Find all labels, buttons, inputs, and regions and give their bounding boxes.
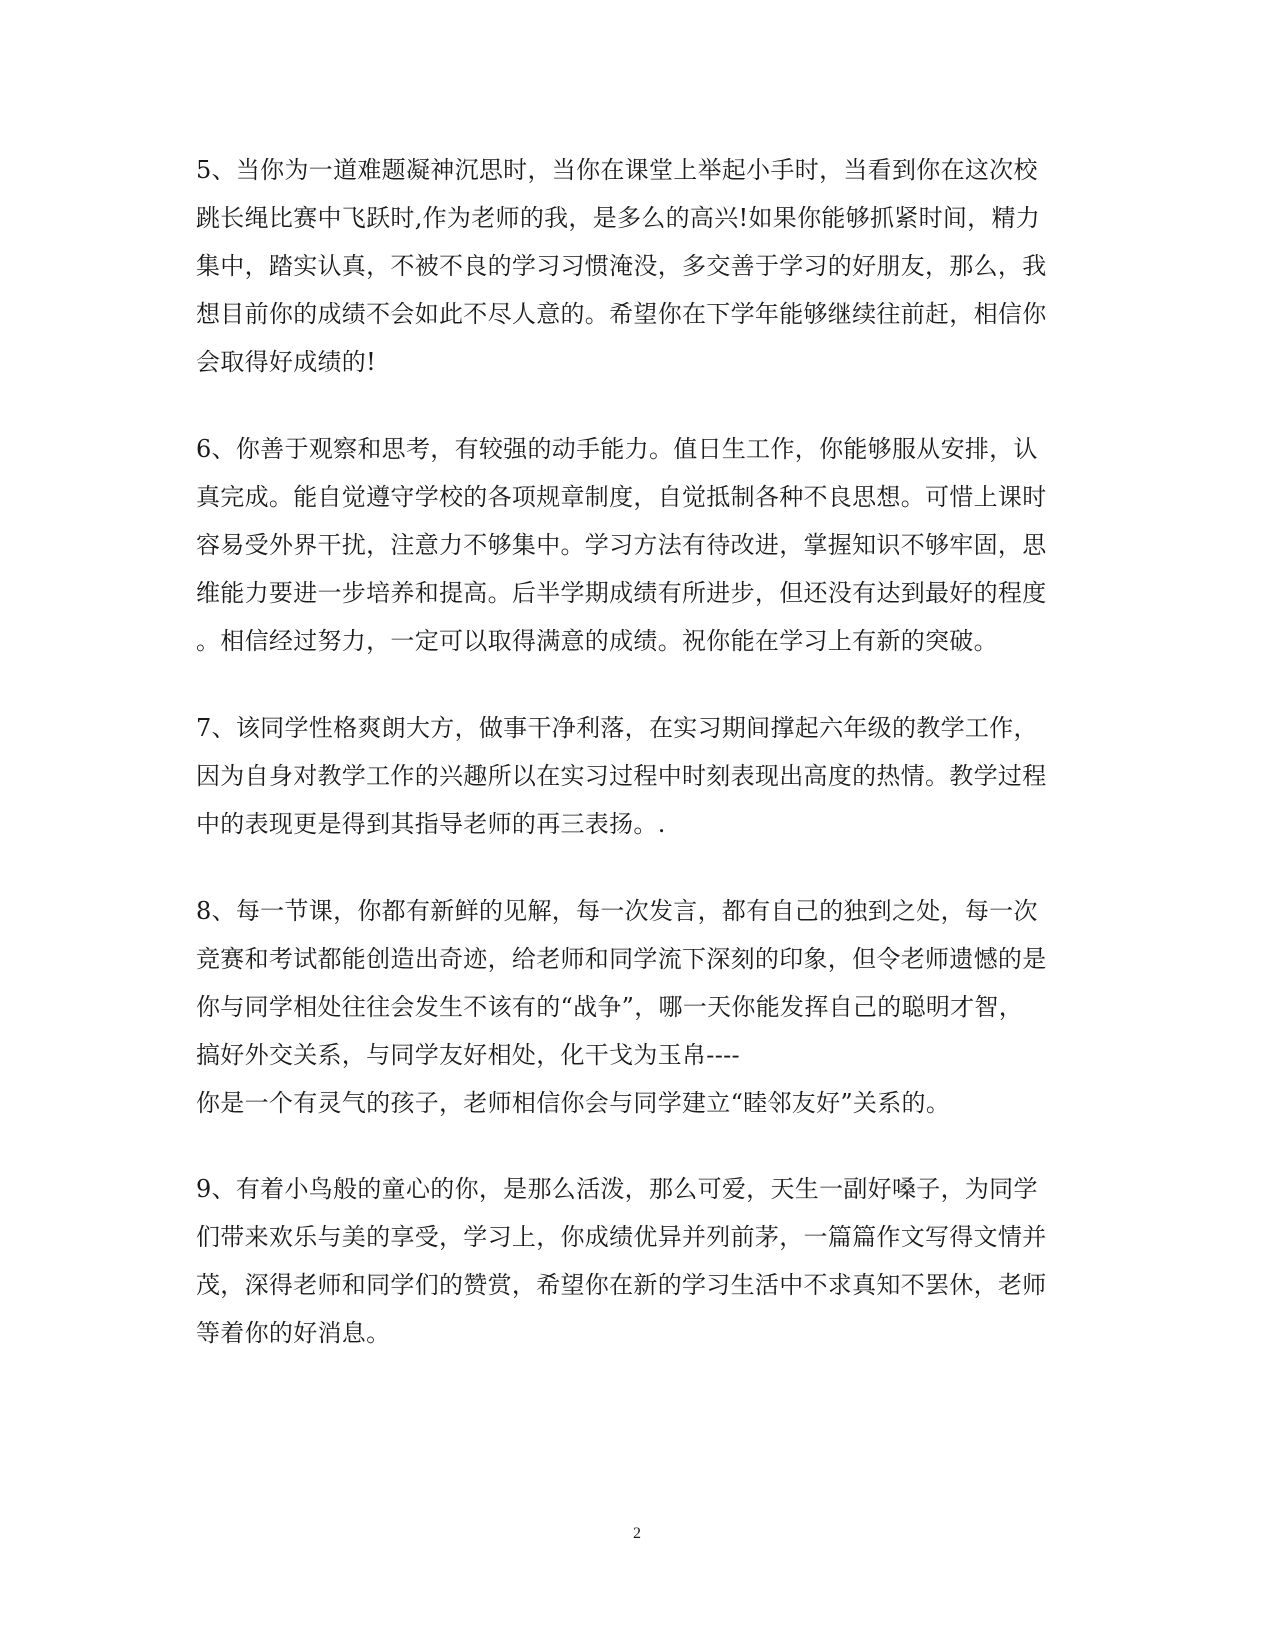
text-line: 中的表现更是得到其指导老师的再三表扬。. bbox=[196, 810, 666, 838]
text-line: 你与同学相处往往会发生不该有的“战争”，哪一天你能发挥自己的聪明才智， bbox=[196, 993, 1024, 1021]
text-line: 集中，踏实认真，不被不良的学习习惯淹没，多交善于学习的好朋友，那么，我 bbox=[196, 252, 1047, 280]
comment-entry-8 bbox=[196, 887, 1076, 1127]
comment-entry-7 bbox=[196, 704, 1076, 848]
comment-entry-9 bbox=[196, 1165, 1076, 1357]
text-line: 7、该同学性格爽朗大方，做事干净利落，在实习期间撑起六年级的教学工作， bbox=[196, 714, 1038, 742]
text-line: 竞赛和考试都能创造出奇迹，给老师和同学流下深刻的印象，但令老师遗憾的是 bbox=[196, 945, 1047, 973]
page-number: 2 bbox=[633, 1525, 641, 1542]
text-line: 6、你善于观察和思考，有较强的动手能力。值日生工作，你能够服从安排，认 bbox=[196, 435, 1038, 463]
comment-entry-5 bbox=[196, 146, 1076, 386]
text-line: 5、当你为一道难题凝神沉思时，当你在课堂上举起小手时，当看到你在这次校 bbox=[196, 156, 1038, 184]
text-line: 维能力要进一步培养和提高。后半学期成绩有所进步，但还没有达到最好的程度 bbox=[196, 579, 1047, 607]
text-line: 们带来欢乐与美的享受，学习上，你成绩优异并列前茅，一篇篇作文写得文情并 bbox=[196, 1223, 1047, 1251]
text-line: 等着你的好消息。 bbox=[196, 1319, 391, 1347]
text-line: 跳长绳比赛中飞跃时,作为老师的我，是多么的高兴!如果你能够抓紧时间，精力 bbox=[196, 204, 1041, 232]
text-line: 茂，深得老师和同学们的赞赏，希望你在新的学习生活中不求真知不罢休，老师 bbox=[196, 1271, 1047, 1299]
text-line: 容易受外界干扰，注意力不够集中。学习方法有待改进，掌握知识不够牢固，思 bbox=[196, 531, 1047, 559]
text-line: 想目前你的成绩不会如此不尽人意的。希望你在下学年能够继续往前赶，相信你 bbox=[196, 300, 1047, 328]
text-line: 你是一个有灵气的孩子，老师相信你会与同学建立“睦邻友好”关系的。 bbox=[196, 1089, 951, 1117]
text-line: 真完成。能自觉遵守学校的各项规章制度，自觉抵制各种不良思想。可惜上课时 bbox=[196, 483, 1047, 511]
text-line: 9、有着小鸟般的童心的你，是那么活泼，那么可爱，天生一副好嗓子，为同学 bbox=[196, 1175, 1038, 1203]
text-line: 搞好外交关系，与同学友好相处，化干戈为玉帛---- bbox=[196, 1041, 740, 1069]
text-line: 因为自身对教学工作的兴趣所以在实习过程中时刻表现出高度的热情。教学过程 bbox=[196, 762, 1047, 790]
text-line: 。相信经过努力，一定可以取得满意的成绩。祝你能在学习上有新的突破。 bbox=[196, 627, 998, 655]
text-line: 8、每一节课，你都有新鲜的见解，每一次发言，都有自己的独到之处，每一次 bbox=[196, 897, 1038, 925]
text-line: 会取得好成绩的! bbox=[196, 348, 377, 376]
comment-entry-6 bbox=[196, 425, 1076, 665]
